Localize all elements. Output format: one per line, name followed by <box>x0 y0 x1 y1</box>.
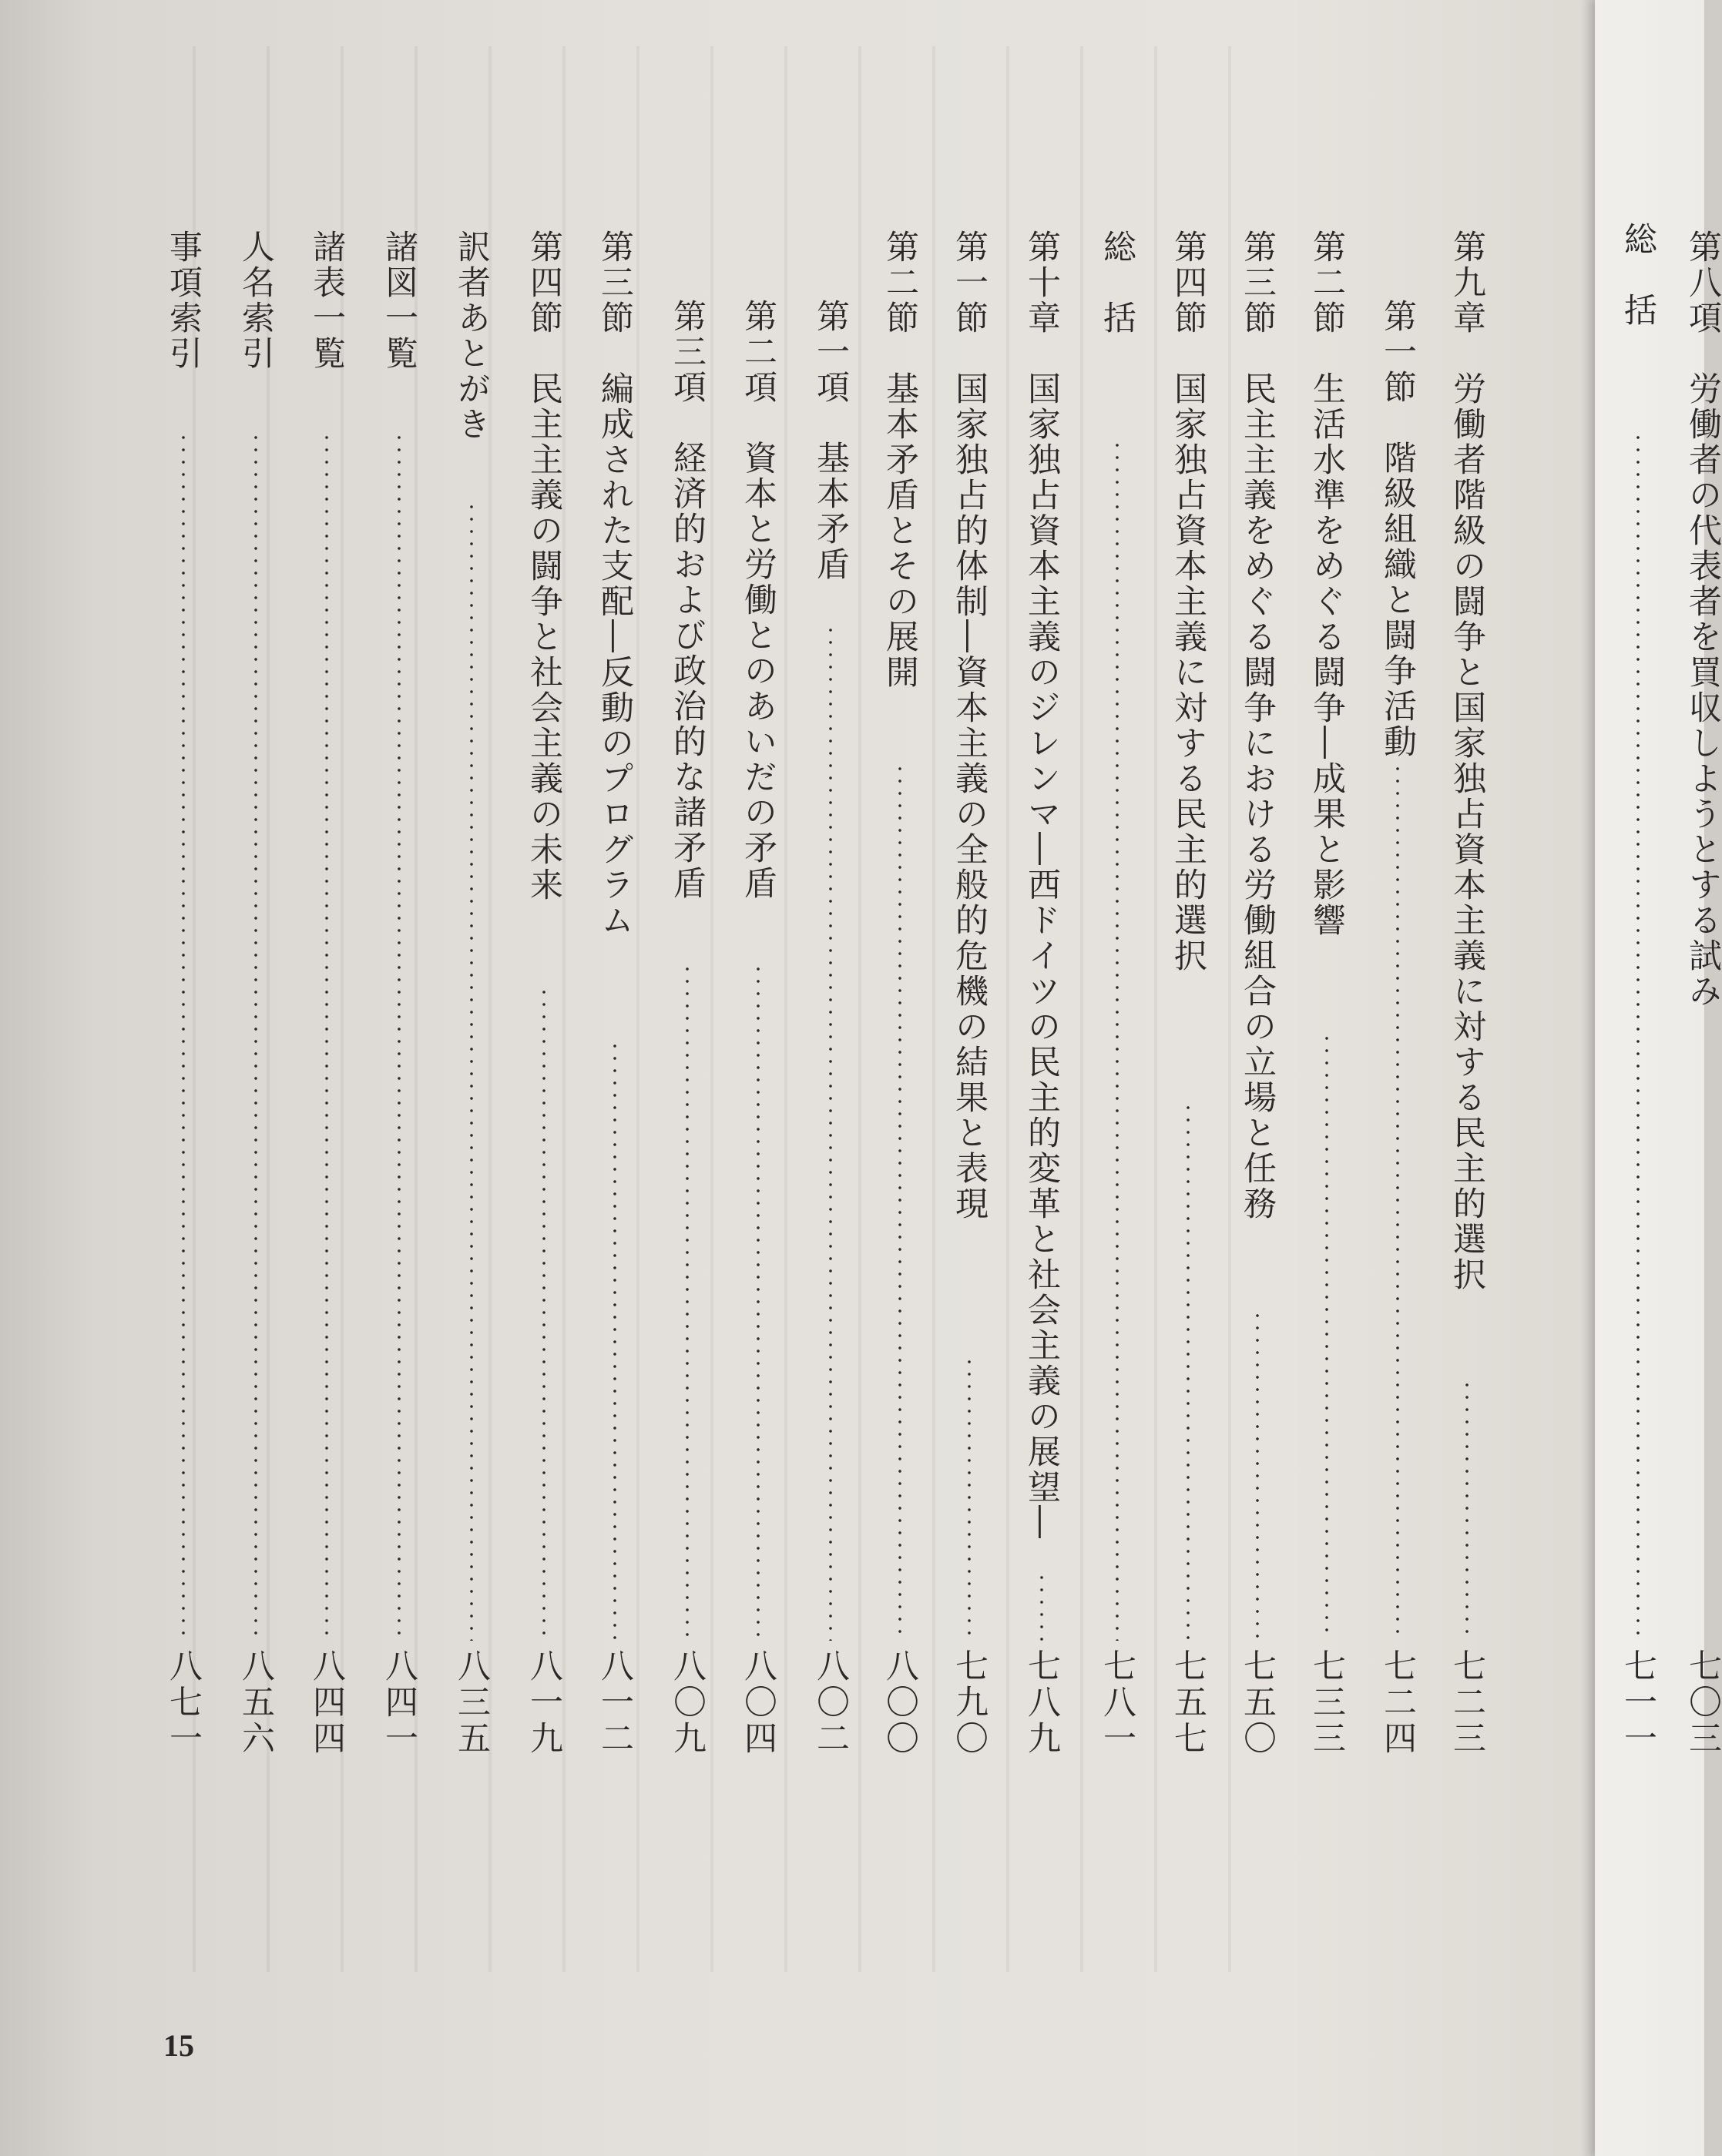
toc-entry: 第三節 編成された支配―反動のプログラム <box>596 230 634 938</box>
toc-page-number: 八〇〇 <box>881 1648 919 1757</box>
leader-dots <box>1636 431 1640 1641</box>
toc-entry: 諸表一覧 <box>307 230 346 371</box>
leader-dots <box>1396 763 1399 1641</box>
toc-entry: 第二節 基本矛盾とその展開 <box>881 230 919 690</box>
leader-dots <box>968 1356 971 1641</box>
toc-entry: 第一節 国家独占的体制―資本主義の全般的危機の結果と表現 <box>950 230 989 1222</box>
spine-shadow <box>1579 0 1596 2156</box>
toc-entry: 第三節 民主主義をめぐる闘争における労働組合の立場と任務 <box>1238 230 1277 1222</box>
toc-page-number: 八一九 <box>525 1648 563 1757</box>
toc-page-number: 七二三 <box>1448 1648 1486 1757</box>
toc-entry-chapter-9: 第九章 労働者階級の闘争と国家独占資本主義に対する民主的選択 <box>1448 230 1486 1293</box>
toc-entry: 訳者あとがき <box>452 230 491 442</box>
toc-page-number: 七八九 <box>1022 1648 1061 1757</box>
leader-dots <box>254 431 257 1641</box>
toc-page-number: 八四四 <box>307 1648 346 1757</box>
leader-dots <box>1040 1571 1043 1641</box>
toc-entry: 第三項 経済的および政治的な諸矛盾 <box>668 299 707 901</box>
toc-entry-chapter-10: 第十章 国家独占資本主義のジレンマ―西ドイツの民主的変革と社会主義の展望― <box>1022 230 1061 1541</box>
leader-dots <box>542 986 545 1641</box>
toc-page-number: 七一一 <box>1619 1648 1657 1757</box>
toc-page-number: 八〇四 <box>739 1648 777 1757</box>
leader-dots <box>1187 1101 1190 1641</box>
toc-page-number: 七九〇 <box>950 1648 989 1757</box>
toc-entry: 諸図一覧 <box>380 230 418 371</box>
toc-entry-summary: 総 括 <box>1098 230 1136 336</box>
leader-dots <box>829 624 832 1641</box>
leader-dots <box>1256 1309 1259 1641</box>
toc-page-number: 七三三 <box>1307 1648 1346 1757</box>
leader-dots <box>757 963 760 1641</box>
toc-entry: 事項索引 <box>164 230 203 371</box>
toc-entry: 第四節 民主主義の闘争と社会主義の未来 <box>525 230 563 903</box>
adjacent-page <box>1595 0 1722 2156</box>
toc-page-number: 八〇二 <box>811 1648 850 1757</box>
leader-dots <box>182 431 185 1641</box>
leader-dots <box>1116 439 1119 1641</box>
leader-dots <box>686 963 689 1641</box>
leader-dots <box>325 431 328 1641</box>
toc-page-number: 八七一 <box>164 1648 203 1757</box>
toc-page-number: 七二四 <box>1378 1648 1417 1757</box>
leader-dots <box>898 763 901 1641</box>
toc-entry: 第四節 国家独占資本主義に対する民主的選択 <box>1169 230 1207 974</box>
toc-page-number: 七八一 <box>1098 1648 1136 1757</box>
toc-page-number: 八五六 <box>237 1648 275 1757</box>
toc-page-number: 七五〇 <box>1238 1648 1277 1757</box>
toc-entry: 第二節 生活水準をめぐる闘争―成果と影響 <box>1307 230 1346 938</box>
leader-dots <box>613 1040 616 1641</box>
toc-entry: 第一項 基本矛盾 <box>811 299 850 582</box>
toc-entry: 第二項 資本と労働とのあいだの矛盾 <box>739 299 777 901</box>
toc-entry: 第八項 労働者の代表者を買収しようとする試み <box>1683 230 1722 1009</box>
leader-dots <box>398 431 401 1641</box>
toc-entry-summary: 総 括 <box>1619 222 1657 328</box>
toc-page-number: 八四一 <box>380 1648 418 1757</box>
toc-page-number: 八三五 <box>452 1648 491 1757</box>
toc-page-number: 七〇三 <box>1683 1648 1722 1757</box>
toc-page-number: 七五七 <box>1169 1648 1207 1757</box>
page-number: 15 <box>163 2028 194 2063</box>
toc-page-number: 八〇九 <box>668 1648 707 1757</box>
leader-dots <box>1325 1032 1328 1641</box>
toc-entry: 人名索引 <box>237 230 275 371</box>
toc-entry: 第一節 階級組織と闘争活動 <box>1378 299 1417 759</box>
toc-page-number: 八一二 <box>596 1648 634 1757</box>
leader-dots <box>470 501 473 1641</box>
leader-dots <box>1465 1379 1469 1641</box>
